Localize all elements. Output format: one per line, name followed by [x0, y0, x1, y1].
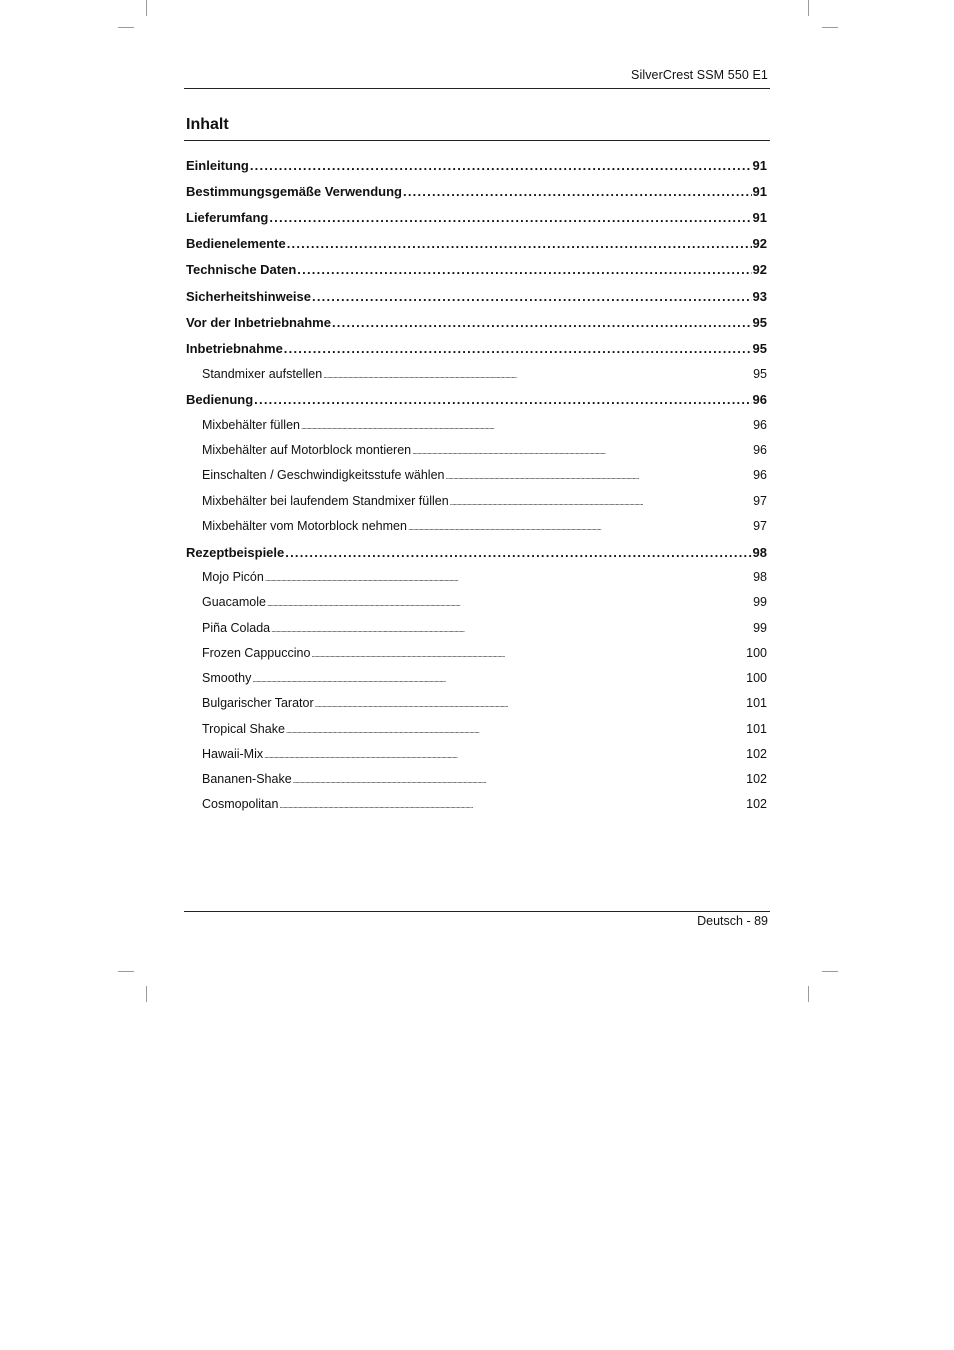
toc-dot-leader: [267, 595, 752, 609]
toc-entry-title: Technische Daten: [186, 262, 297, 277]
toc-entry-page-number: 96: [753, 418, 767, 432]
toc-entry-page-number: 95: [752, 315, 767, 330]
crop-mark-bottom-left-v: [146, 986, 147, 1002]
toc-entry-section[interactable]: [202, 519, 767, 541]
toc-entry-title: Bedienung: [186, 392, 254, 407]
toc-entry-title: Mixbehälter vom Motorblock nehmen: [202, 519, 407, 533]
page-title: Inhalt: [186, 116, 229, 133]
toc-entry-title: Hawaii-Mix: [202, 747, 264, 761]
crop-mark-bottom-left-h: [118, 971, 134, 972]
toc-entry-title: Piña Colada: [202, 621, 271, 635]
toc-dot-leader: [450, 494, 752, 508]
toc-entry-title: Bedienelemente: [186, 236, 286, 251]
crop-mark-bottom-right-v: [808, 986, 809, 1002]
toc-dot-leader: [252, 671, 745, 685]
toc-entry-chapter[interactable]: [186, 392, 767, 414]
crop-mark-top-left-h: [118, 27, 134, 28]
toc-entry-page-number: 100: [746, 671, 767, 685]
toc-entry-page-number: 102: [746, 797, 767, 811]
toc-entry-title: Mixbehälter bei laufendem Standmixer füllen: [202, 494, 449, 508]
toc-entry-chapter[interactable]: [186, 184, 767, 206]
toc-dot-leader: [265, 570, 752, 584]
toc-dot-leader: [311, 646, 745, 660]
title-rule: [184, 140, 770, 141]
toc-entry-title: Lieferumfang: [186, 210, 269, 225]
toc-entry-page-number: 91: [752, 210, 767, 225]
toc-entry-page-number: 102: [746, 747, 767, 761]
toc-entry-chapter[interactable]: [186, 315, 767, 337]
toc-dot-leader: [269, 210, 751, 225]
toc-entry-page-number: 99: [753, 595, 767, 609]
toc-entry-page-number: 97: [753, 519, 767, 533]
toc-entry-section[interactable]: [202, 722, 767, 744]
toc-entry-section[interactable]: [202, 747, 767, 769]
toc-entry-page-number: 97: [753, 494, 767, 508]
toc-entry-title: Mixbehälter auf Motorblock montieren: [202, 443, 412, 457]
toc-entry-page-number: 101: [746, 722, 767, 736]
toc-entry-section[interactable]: [202, 367, 767, 389]
toc-entry-section[interactable]: [202, 671, 767, 693]
toc-entry-title: Inbetriebnahme: [186, 341, 283, 356]
toc-entry-page-number: 92: [752, 262, 767, 277]
toc-dot-leader: [285, 545, 751, 560]
toc-entry-page-number: 96: [753, 443, 767, 457]
toc-entry-title: Rezeptbeispiele: [186, 545, 285, 560]
toc-dot-leader: [312, 289, 752, 304]
toc-entry-chapter[interactable]: [186, 545, 767, 567]
toc-entry-chapter[interactable]: [186, 262, 767, 284]
toc-entry-page-number: 96: [753, 468, 767, 482]
toc-dot-leader: [293, 772, 745, 786]
toc-dot-leader: [271, 621, 752, 635]
toc-entry-title: Einschalten / Geschwindigkeitsstufe wählen: [202, 468, 445, 482]
toc-dot-leader: [332, 315, 752, 330]
toc-entry-section[interactable]: [202, 494, 767, 516]
toc-dot-leader: [250, 158, 752, 173]
toc-entry-page-number: 91: [752, 158, 767, 173]
toc-dot-leader: [323, 367, 752, 381]
toc-entry-page-number: 98: [752, 545, 767, 560]
toc-entry-chapter[interactable]: [186, 158, 767, 180]
toc-entry-page-number: 98: [753, 570, 767, 584]
toc-entry-section[interactable]: [202, 418, 767, 440]
toc-entry-page-number: 95: [752, 341, 767, 356]
toc-dot-leader: [254, 392, 751, 407]
crop-mark-top-right-v: [808, 0, 809, 16]
toc-entry-chapter[interactable]: [186, 210, 767, 232]
toc-entry-section[interactable]: [202, 570, 767, 592]
toc-entry-page-number: 96: [752, 392, 767, 407]
toc-entry-page-number: 93: [752, 289, 767, 304]
toc-entry-title: Mojo Picón: [202, 570, 264, 584]
toc-dot-leader: [297, 262, 751, 277]
toc-entry-section[interactable]: [202, 595, 767, 617]
toc-entry-section[interactable]: [202, 646, 767, 668]
toc-entry-section[interactable]: [202, 696, 767, 718]
toc-dot-leader: [412, 443, 752, 457]
crop-mark-bottom-right-h: [822, 971, 838, 972]
toc-dot-leader: [284, 341, 752, 356]
toc-entry-title: Smoothy: [202, 671, 252, 685]
page-footer: Deutsch - 89: [697, 914, 768, 928]
toc-entry-section[interactable]: [202, 468, 767, 490]
toc-dot-leader: [279, 797, 745, 811]
toc-entry-title: Bulgarischer Tarator: [202, 696, 314, 710]
toc-entry-page-number: 92: [752, 236, 767, 251]
toc-entry-page-number: 95: [753, 367, 767, 381]
toc-entry-title: Mixbehälter füllen: [202, 418, 300, 432]
crop-mark-top-left-v: [146, 0, 147, 16]
toc-entry-section[interactable]: [202, 621, 767, 643]
toc-entry-page-number: 100: [746, 646, 767, 660]
toc-dot-leader: [403, 184, 752, 199]
toc-entry-title: Cosmopolitan: [202, 797, 279, 811]
toc-entry-chapter[interactable]: [186, 289, 767, 311]
toc-entry-title: Einleitung: [186, 158, 249, 173]
toc-entry-page-number: 102: [746, 772, 767, 786]
toc-entry-title: Guacamole: [202, 595, 266, 609]
toc-entry-section[interactable]: [202, 797, 767, 819]
toc-dot-leader: [287, 236, 752, 251]
toc-entry-title: Bestimmungsgemäße Verwendung: [186, 184, 402, 199]
crop-mark-top-right-h: [822, 27, 838, 28]
toc-entry-section[interactable]: [202, 443, 767, 465]
header-rule: [184, 88, 770, 89]
footer-rule: [184, 911, 770, 912]
toc-entry-title: Sicherheitshinweise: [186, 289, 311, 304]
toc-entry-title: Standmixer aufstellen: [202, 367, 323, 381]
toc-entry-section[interactable]: [202, 772, 767, 794]
toc-entry-page-number: 101: [746, 696, 767, 710]
toc-entry-chapter[interactable]: [186, 341, 767, 363]
toc-entry-title: Tropical Shake: [202, 722, 285, 736]
toc-entry-title: Bananen-Shake: [202, 772, 292, 786]
toc-entry-title: Frozen Cappuccino: [202, 646, 311, 660]
toc-dot-leader: [264, 747, 745, 761]
toc-dot-leader: [408, 519, 752, 533]
toc-entry-chapter[interactable]: [186, 236, 767, 258]
toc-dot-leader: [286, 722, 745, 736]
toc-dot-leader: [446, 468, 753, 482]
running-header: SilverCrest SSM 550 E1: [631, 68, 768, 82]
toc-entry-page-number: 91: [752, 184, 767, 199]
toc-entry-page-number: 99: [753, 621, 767, 635]
toc-dot-leader: [315, 696, 746, 710]
toc-entry-title: Vor der Inbetriebnahme: [186, 315, 331, 330]
toc-dot-leader: [301, 418, 752, 432]
